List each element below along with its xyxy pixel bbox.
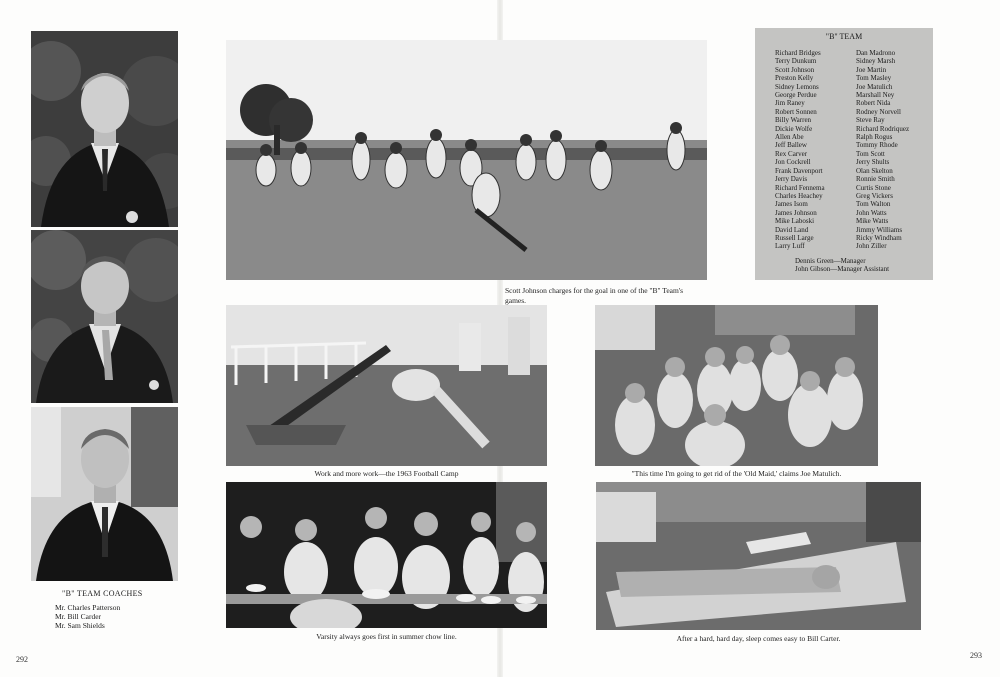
roster-player: Rex Carver bbox=[775, 149, 808, 158]
roster-player: Rodney Norvell bbox=[856, 107, 901, 116]
roster-player: Ricky Windham bbox=[856, 233, 902, 242]
football-camp-photo bbox=[226, 305, 547, 466]
coach-name: Mr. Charles Patterson bbox=[55, 603, 121, 612]
roster-player: Dan Madrono bbox=[856, 49, 896, 57]
roster-player: David Land bbox=[775, 225, 809, 234]
roster-player: Jerry Davis bbox=[775, 175, 808, 184]
coaches-list bbox=[55, 603, 120, 630]
roster-player: Richard Fennema bbox=[775, 183, 825, 192]
roster-column-2 bbox=[856, 49, 909, 251]
roster-player: Jim Raney bbox=[775, 99, 805, 108]
page-number-left: 292 bbox=[16, 655, 28, 664]
manager-line: John Gibson—Manager Assistant bbox=[795, 265, 890, 274]
coaches-title: "B" TEAM COACHES bbox=[62, 589, 143, 598]
coach-portrait-2 bbox=[31, 230, 178, 403]
old-maid-photo bbox=[595, 305, 878, 466]
roster-player: Richard Bridges bbox=[775, 49, 821, 57]
scrimmage-caption: Scott Johnson charges for the goal in one of the "B" Team's games. bbox=[505, 286, 684, 305]
roster-player: Allen Abe bbox=[775, 133, 804, 142]
camp-caption: Work and more work—the 1963 Football Camp bbox=[314, 469, 459, 478]
roster-player: Mike Watts bbox=[856, 217, 889, 226]
roster-player: Jeff Ballew bbox=[775, 141, 807, 150]
coach-name: Mr. Sam Shields bbox=[55, 621, 105, 630]
roster-player: John Watts bbox=[856, 208, 887, 217]
roster-player: Larry Luff bbox=[775, 242, 805, 251]
roster-column-1 bbox=[775, 49, 825, 251]
roster-player: Jimmy Williams bbox=[856, 225, 903, 234]
roster-player: Frank Davenport bbox=[775, 166, 823, 175]
roster-player: Marshall Ney bbox=[856, 91, 895, 100]
roster-player: Sidney Marsh bbox=[856, 57, 896, 66]
sleep-photo bbox=[596, 482, 921, 630]
roster-player: Tom Walton bbox=[856, 200, 891, 209]
roster-player: Joe Martin bbox=[856, 65, 887, 74]
roster-player: Olan Skelton bbox=[856, 166, 893, 175]
roster-player: Billy Warren bbox=[775, 116, 812, 125]
manager-line: Dennis Green—Manager bbox=[795, 257, 866, 265]
page-number-right: 293 bbox=[970, 651, 982, 660]
sleep-caption: After a hard, hard day, sleep comes easy to Bill Carter. bbox=[676, 634, 841, 643]
coach-portrait-1 bbox=[31, 31, 178, 227]
roster-player: Richard Rodriquez bbox=[856, 124, 910, 133]
roster-player: John Ziller bbox=[856, 242, 887, 251]
roster-player: James Johnson bbox=[775, 208, 817, 217]
roster-player: Preston Kelly bbox=[775, 74, 814, 83]
b-team-roster bbox=[755, 28, 933, 280]
roster-player: Jerry Shults bbox=[856, 158, 890, 167]
roster-player: Robert Nida bbox=[856, 99, 891, 108]
roster-player: Sidney Lemons bbox=[775, 82, 819, 91]
roster-player: Tom Masley bbox=[856, 74, 892, 83]
roster-player: Mike Laboski bbox=[775, 217, 815, 226]
old-maid-caption: "This time I'm going to get rid of the 'Old Maid,' claims Joe Matulich. bbox=[631, 469, 842, 478]
coach-name: Mr. Bill Carder bbox=[55, 612, 102, 621]
roster-player: Curtis Stone bbox=[856, 183, 891, 192]
roster-title: "B" TEAM bbox=[825, 32, 863, 41]
roster-player: Dickie Wolfe bbox=[775, 124, 813, 133]
roster-player: Tommy Rhode bbox=[856, 141, 898, 150]
roster-player: Russell Large bbox=[775, 233, 814, 242]
roster-player: James Isom bbox=[775, 200, 808, 209]
coach-portrait-3 bbox=[31, 407, 178, 581]
roster-player: Ronnie Smith bbox=[856, 175, 895, 184]
roster-player: Steve Ray bbox=[856, 116, 885, 125]
roster-player: Tom Scott bbox=[856, 149, 885, 158]
chow-line-photo bbox=[226, 482, 547, 628]
roster-player: Scott Johnson bbox=[775, 65, 815, 74]
roster-player: Jon Cockrell bbox=[775, 158, 811, 167]
roster-managers bbox=[795, 257, 889, 274]
chow-caption: Varsity always goes first in summer chow line. bbox=[316, 632, 457, 641]
roster-player: Greg Vickers bbox=[856, 191, 893, 200]
roster-player: Charles Heachey bbox=[775, 191, 823, 200]
roster-player: Terry Dunkum bbox=[775, 57, 817, 66]
football-scrimmage-photo bbox=[226, 40, 707, 280]
roster-player: George Perdue bbox=[775, 91, 817, 100]
roster-player: Robert Sonnen bbox=[775, 107, 817, 116]
roster-player: Ralph Rogus bbox=[856, 133, 893, 142]
roster-player: Joe Matulich bbox=[856, 82, 893, 91]
